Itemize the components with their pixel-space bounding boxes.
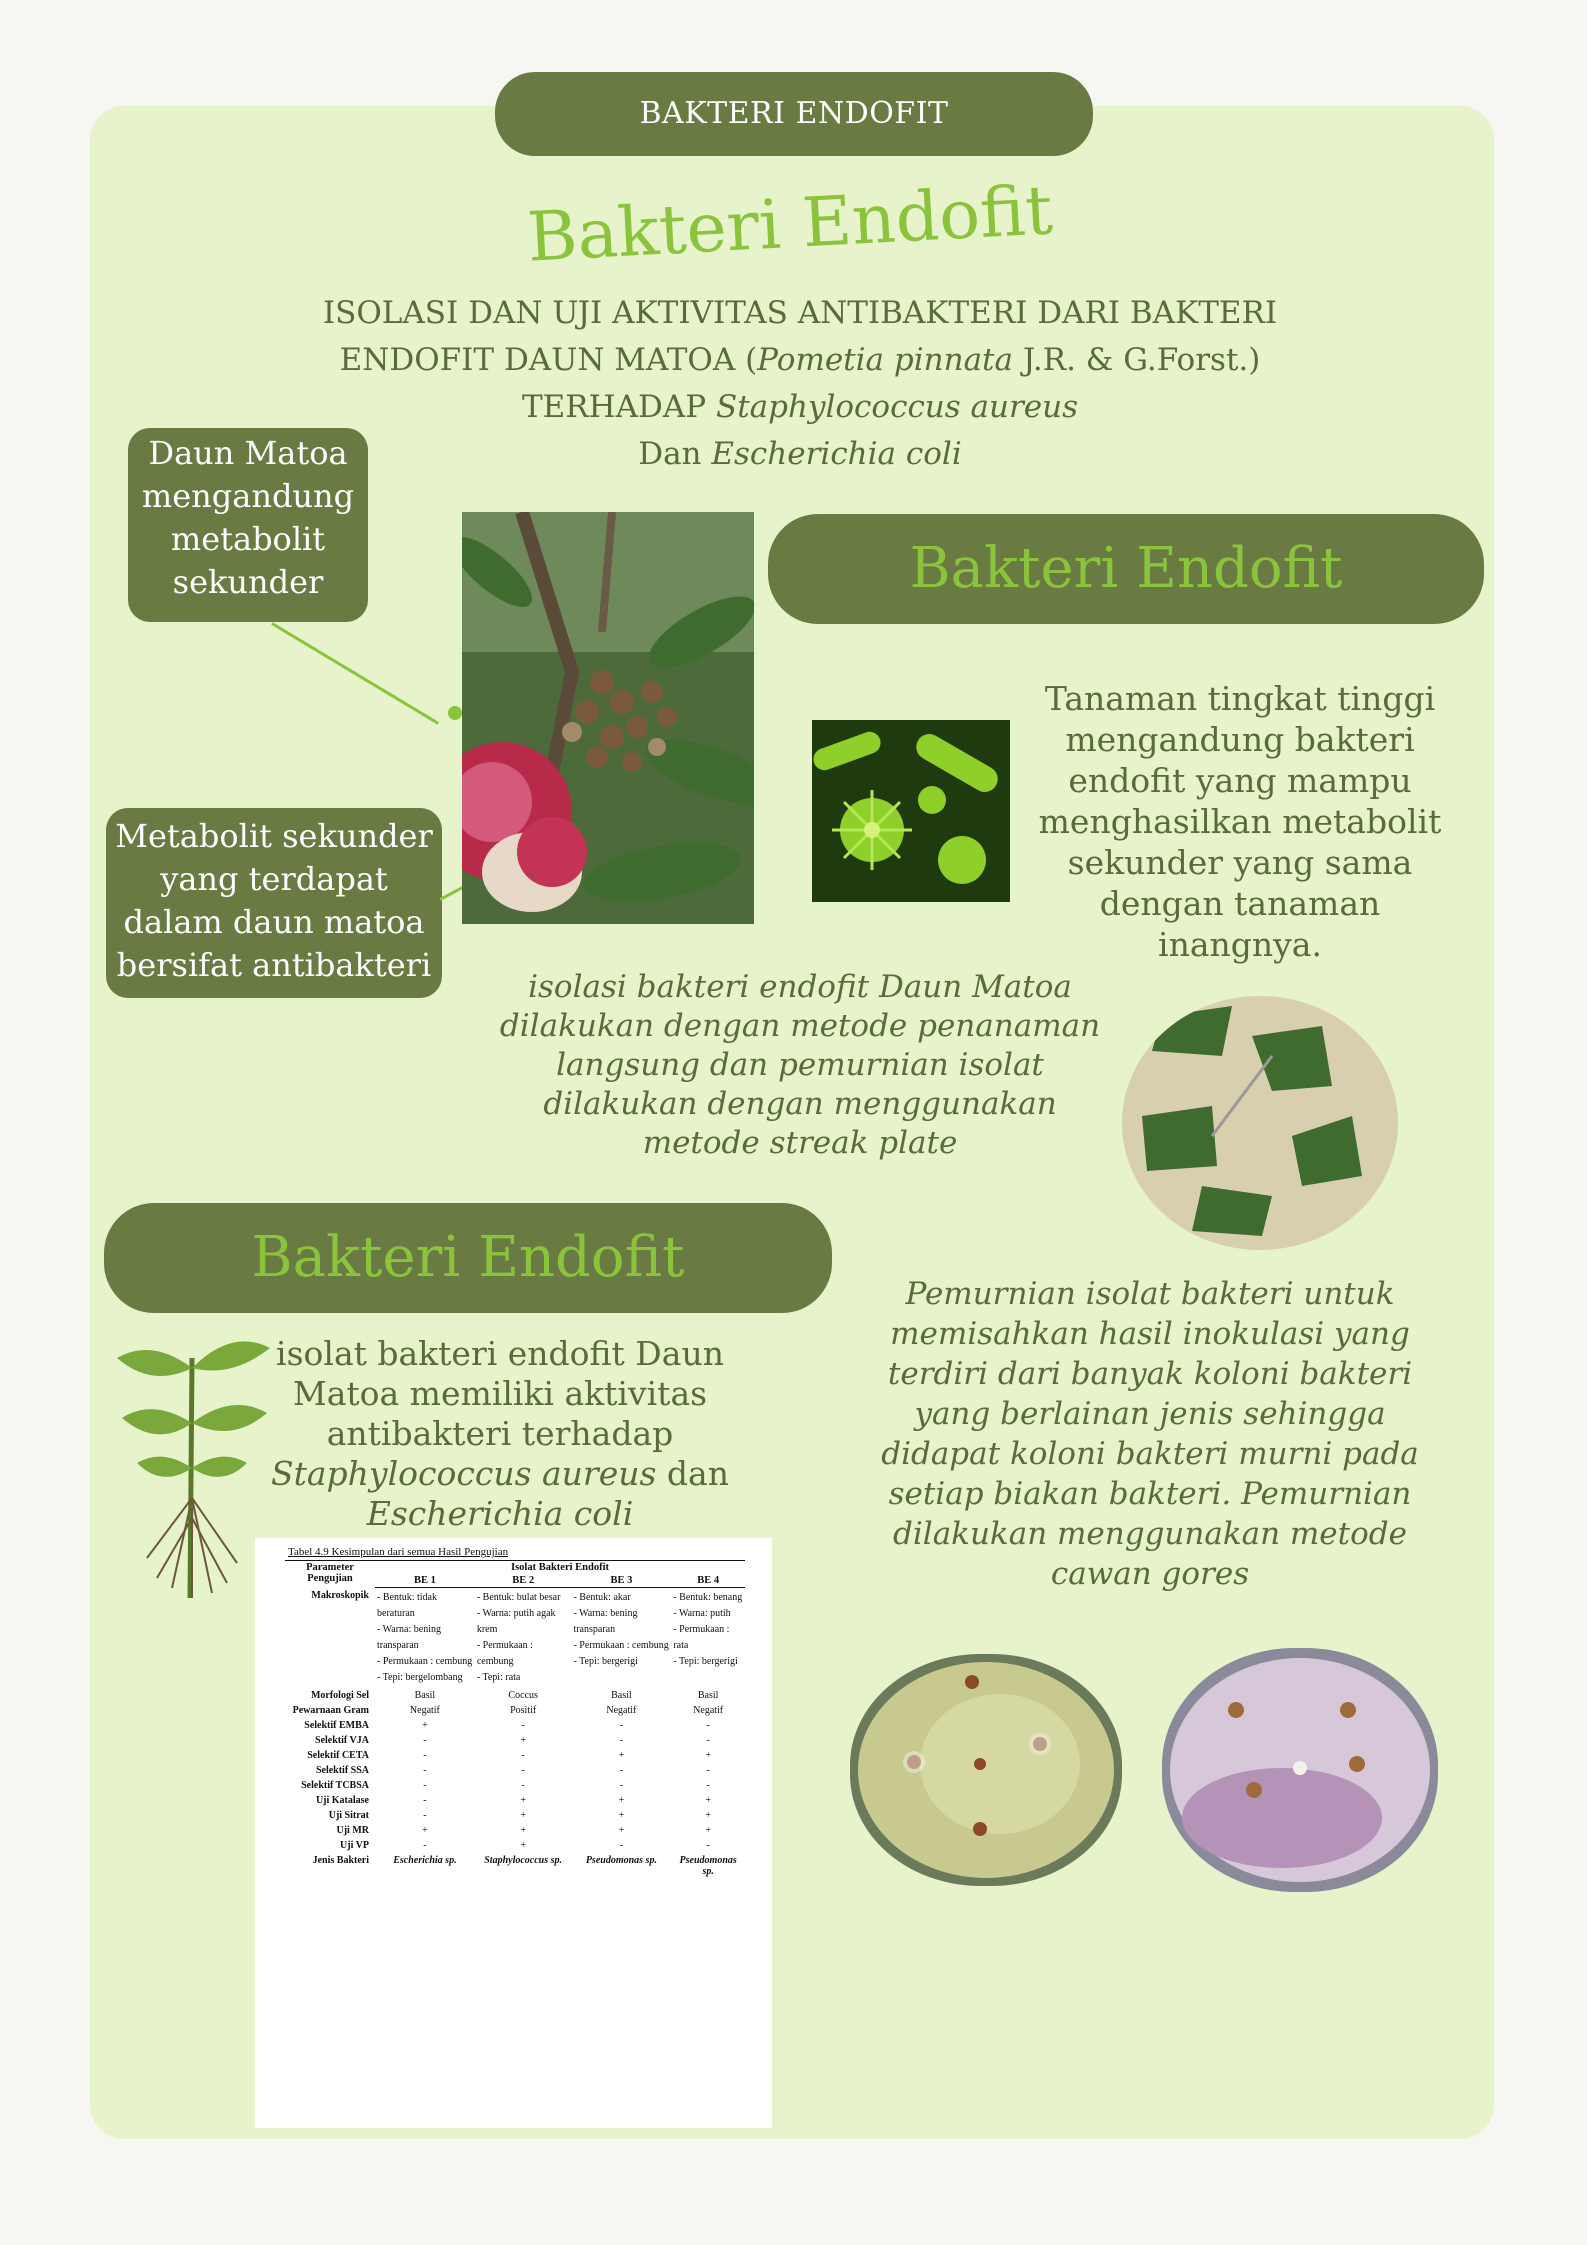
table-row: Selektif VJA - + - -	[315, 1735, 710, 1746]
page-title: Bakteri Endofit	[525, 171, 1055, 278]
section-heading-2: Bakteri Endofit	[104, 1203, 832, 1313]
antibacterial-activity-text: isolat bakteri endofit Daun Matoa memiliki aktivitas antibakteri terhadap Staphylococcus aureus dan Escherichia coli	[271, 1334, 729, 1533]
col-be4: BE 4	[671, 1574, 745, 1588]
table-row: Uji Katalase - + + +	[315, 1795, 711, 1806]
table-row: Selektif SSA - - - -	[315, 1765, 710, 1776]
col-be2: BE 2	[475, 1574, 572, 1588]
table-row: Makroskopik - Bentuk: tidak beraturan - Warna: bening transparan - Permukaan : cembung - Tepi: bergelombang - Bentuk: bulat besar - Warna: putih agak krem - Permukaan : cembung - Tepi: rata - Bentuk: akar - Warna: bening transparan - Permukaan : cembung - Tepi: bergerigi - Bentuk: benang - Warna: putih - Permukaan : rata - Tepi: bergerigi	[311, 1589, 743, 1683]
group-header: Isolat Bakteri Endofit	[375, 1561, 745, 1575]
pemurnian-description: Pemurnian isolat bakteri untuk memisahkan hasil inokulasi yang terdiri dari banyak koloni bakteri yang berlainan jenis sehingga didapat koloni bakteri murni pada setiap biakan bakteri. Pemurnian dilakukan menggunakan metode cawan gores	[881, 1276, 1419, 1592]
subtitle-line-1: ISOLASI DAN UJI AKTIVITAS ANTIBAKTERI DARI BAKTERI	[322, 295, 1278, 331]
param-header: Parameter Pengujian	[285, 1561, 375, 1588]
col-be1: BE 1	[375, 1574, 475, 1588]
endofit-description: Tanaman tingkat tinggi mengandung bakteri endofit yang mampu menghasilkan metabolit sekunder yang sama dengan tanaman inangnya.	[1038, 679, 1442, 964]
bacteria-illustration	[812, 720, 1010, 902]
subtitle	[300, 290, 1300, 478]
callout-metabolit: Metabolit sekunder yang terdapat dalam daun matoa bersifat antibakteri	[106, 808, 442, 998]
isolasi-description: isolasi bakteri endofit Daun Matoa dilakukan dengan metode penanaman langsung dan pemurnian isolat dilakukan dengan menggunakan metode streak plate	[499, 969, 1101, 1161]
matoa-fruit-photo	[462, 512, 754, 924]
subtitle-line-4: Dan Escherichia coli	[638, 436, 962, 472]
results-grid	[285, 1560, 745, 1879]
header-tag: BAKTERI ENDOFIT	[495, 72, 1093, 156]
table-row: Uji Sitrat - + + +	[328, 1810, 711, 1821]
results-table	[255, 1538, 772, 2128]
leaf-culture-photo	[1122, 996, 1398, 1250]
table-row: Uji VP - + - -	[340, 1840, 710, 1851]
table-row: Jenis Bakteri Escherichia sp. Staphylococcus sp. Pseudomonas sp. Pseudomonas sp.	[312, 1855, 737, 1877]
petri-dish-photo-1	[850, 1654, 1122, 1886]
subtitle-line-2: ENDOFIT DAUN MATOA (Pometia pinnata J.R. & G.Forst.)	[339, 342, 1261, 378]
table-row: Selektif TCBSA - - - -	[301, 1780, 710, 1791]
section-heading-1: Bakteri Endofit	[768, 514, 1484, 624]
seedling-icon	[112, 1328, 272, 1600]
petri-dish-photo-2	[1162, 1648, 1438, 1892]
connector-dot-1	[448, 706, 462, 720]
col-be3: BE 3	[571, 1574, 671, 1588]
subtitle-line-3: TERHADAP Staphylococcus aureus	[521, 389, 1079, 425]
table-row: Selektif CETA - - + +	[307, 1750, 711, 1761]
table-caption: Tabel 4.9 Kesimpulan dari semua Hasil Pengujian	[288, 1546, 509, 1558]
table-row: Selektif EMBA + - - -	[304, 1720, 710, 1731]
callout-daun-matoa: Daun Matoa mengandung metabolit sekunder	[128, 428, 368, 622]
table-row: Pewarnaan Gram Negatif Positif Negatif Negatif	[292, 1705, 724, 1716]
table-row: Morfologi Sel Basil Coccus Basil Basil	[310, 1690, 719, 1701]
table-row: Uji MR + + + +	[336, 1825, 711, 1836]
